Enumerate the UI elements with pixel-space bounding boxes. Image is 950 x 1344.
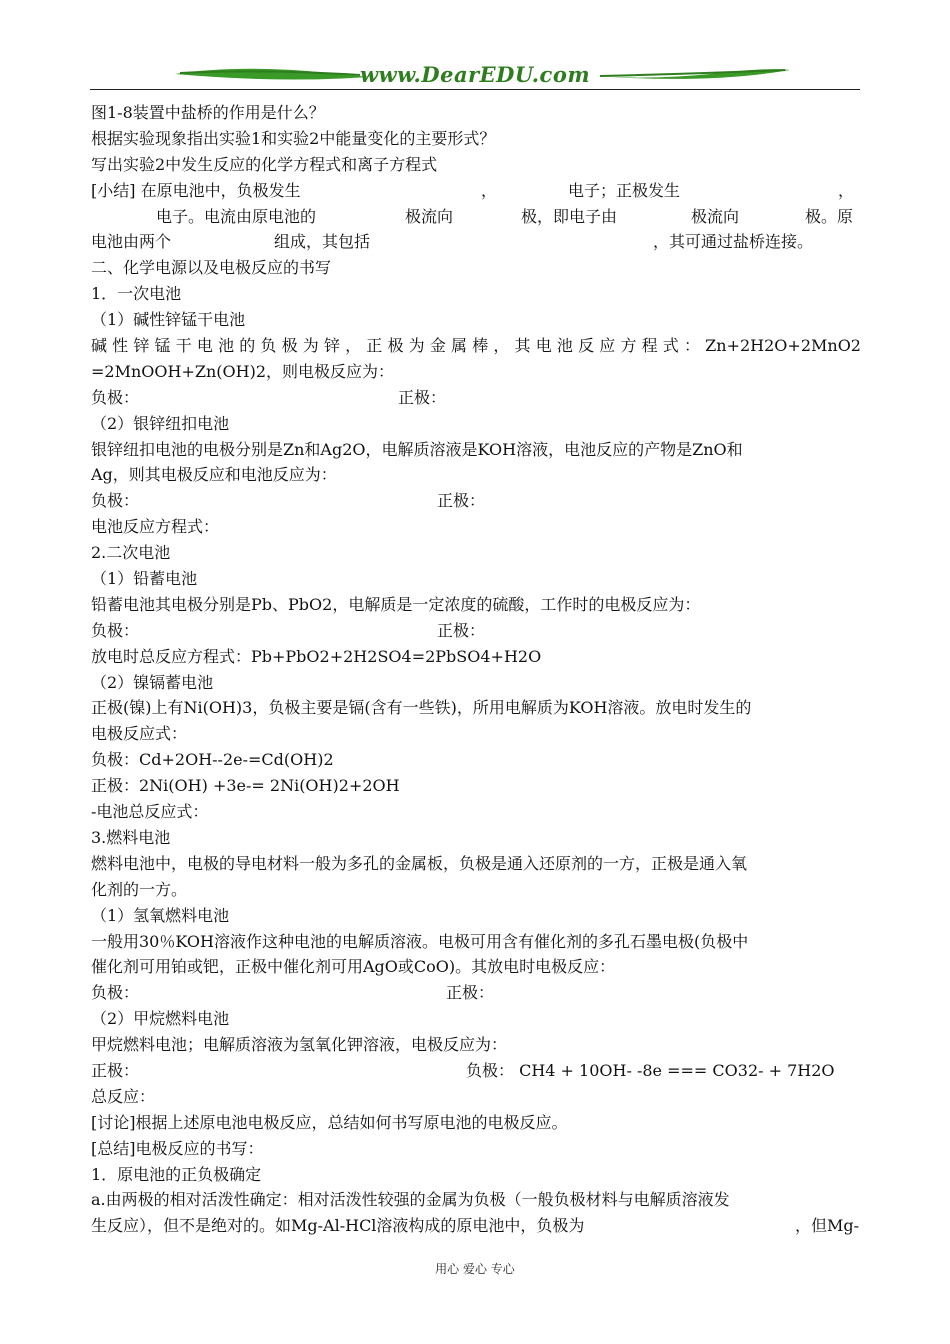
page-footer: 用心 爱心 专心 [435, 1262, 515, 1276]
line-text: 极流向 [405, 206, 454, 226]
text-line [91, 721, 861, 747]
text-line [91, 152, 861, 178]
line-text: （1）铅蓄电池 [91, 569, 198, 589]
text-line [91, 980, 861, 1006]
text-line [91, 747, 861, 773]
text-line [91, 877, 861, 903]
line-text: 电池反应方程式： [91, 517, 220, 537]
text-line [91, 437, 861, 463]
line-text: ，其可通过盐桥连接。 [653, 232, 814, 252]
line-text: 生反应），但不是绝对的。如Mg-Al-HCl溶液构成的原电池中，负极为 [91, 1216, 585, 1236]
header-rule [90, 89, 860, 90]
line-text: 电子；正极发生 [568, 180, 681, 200]
text-line [91, 903, 861, 929]
text-line [91, 281, 861, 307]
document-body [91, 100, 861, 1239]
line-text: 化剂的一方。 [91, 879, 188, 899]
line-text: （2）镍镉蓄电池 [91, 672, 214, 692]
section-heading [91, 255, 861, 281]
line-text: 一般用30％KOH溶液作这种电池的电解质溶液。电极可用含有催化剂的多孔石墨电极(负极中 [91, 931, 749, 951]
line-text: 图1-8装置中盐桥的作用是什么？ [91, 103, 325, 122]
line-text: [总结]电极反应的书写： [91, 1138, 264, 1158]
site-logo-text[interactable]: www.DearEDU.com [359, 62, 591, 87]
text-line [91, 670, 861, 696]
text-line [91, 100, 861, 126]
line-text: 根据实验现象指出实验1和实验2中能量变化的主要形式？ [91, 128, 496, 148]
line-text: 正极(镍)上有Ni(OH)3，负极主要是镉(含有一些铁)，所用电解质为KOH溶液。放电时发生的 [91, 698, 752, 718]
text-line [91, 566, 861, 592]
line-text: （1）氢氧燃料电池 [91, 905, 230, 925]
line-text: ， [481, 180, 498, 200]
line-text: Ag，则其电极反应和电池反应为： [91, 465, 337, 485]
text-line [91, 229, 861, 255]
line-text: 二、化学电源以及电极反应的书写 [91, 258, 332, 278]
text-line [91, 1006, 861, 1032]
text-line [91, 1110, 861, 1136]
text-line [91, 592, 861, 618]
line-text: 组成，其包括 [274, 232, 371, 252]
line-text: 催化剂可用铂或钯，正极中催化剂可用AgO或CoO)。其放电时电极反应： [91, 957, 616, 977]
text-line [91, 1058, 861, 1084]
line-text: 正极： [437, 491, 486, 511]
line-text: ，但Mg- [795, 1216, 860, 1236]
line-text: ， [838, 180, 855, 200]
line-text: 甲烷燃料电池；电解质溶液为氢氧化钾溶液，电极反应为： [91, 1035, 508, 1055]
line-text: 放电时总反应方程式：Pb+PbO2+2H2SO4=2PbSO4+H2O [91, 646, 542, 666]
line-text: 负极： [91, 491, 140, 511]
line-text: 2.二次电池 [91, 543, 171, 563]
text-line [91, 540, 861, 566]
text-line [91, 773, 861, 799]
line-text: 负极： [91, 620, 140, 640]
text-line [91, 488, 861, 514]
line-text: 负极：Cd+2OH--2e-=Cd(OH)2 [91, 750, 334, 770]
line-text: 银锌纽扣电池的电极分别是Zn和Ag2O，电解质溶液是KOH溶液，电池反应的产物是ZnO和 [91, 439, 743, 459]
text-line [91, 385, 861, 411]
line-text: 正极： [446, 983, 495, 1003]
line-text: 极。原 [805, 206, 854, 226]
text-line [91, 204, 861, 230]
line-text: 碱性锌锰干电池的负极为锌，正极为金属棒，其电池反应方程式：Zn+2H2O+2MnO2 [91, 336, 861, 356]
text-line [91, 618, 861, 644]
line-text: 负极： [91, 387, 140, 407]
line-text: 3.燃料电池 [91, 827, 171, 847]
line-text: 1．一次电池 [91, 284, 182, 304]
line-text: 负极： CH4 + 10OH- -8e === CO32- + 7H2O [466, 1060, 835, 1080]
line-text: 电池由两个 [91, 232, 172, 252]
text-line [91, 1162, 861, 1188]
line-text: 铅蓄电池其电极分别是Pb、PbO2，电解质是一定浓度的硫酸，工作时的电极反应为： [91, 594, 701, 614]
line-text: [小结] 在原电池中，负极发生 [91, 180, 301, 200]
text-line [91, 307, 861, 333]
line-text: a.由两极的相对活泼性确定：相对活泼性较强的金属为负极（一般负极材料与电解质溶液发 [91, 1190, 730, 1210]
site-header [90, 60, 860, 90]
text-line [91, 178, 861, 204]
line-text: 负极： [91, 983, 140, 1003]
text-line [91, 929, 861, 955]
line-text: 极流向 [691, 206, 740, 226]
line-text: （1）碱性锌锰干电池 [91, 310, 246, 330]
line-text: [讨论]根据上述原电池电极反应，总结如何书写原电池的电极反应。 [91, 1112, 568, 1132]
text-line [91, 1213, 861, 1239]
text-line [91, 1187, 861, 1213]
text-line [91, 825, 861, 851]
line-text: （2）银锌纽扣电池 [91, 413, 230, 433]
line-text: 正极： [398, 387, 447, 407]
text-line [91, 1032, 861, 1058]
text-line [91, 954, 861, 980]
text-line [91, 514, 861, 540]
text-line [91, 359, 861, 385]
line-text: 正极： [91, 1060, 140, 1080]
line-text: 燃料电池中，电极的导电材料一般为多孔的金属板，负极是通入还原剂的一方，正极是通入氧 [91, 853, 748, 873]
text-line [91, 695, 861, 721]
text-line [91, 1084, 861, 1110]
line-text: 电极反应式： [91, 724, 188, 744]
line-text: （2）甲烷燃料电池 [91, 1009, 230, 1029]
text-line [91, 799, 861, 825]
line-text: =2MnOOH+Zn(OH)2，则电极反应为： [91, 361, 395, 381]
text-line [91, 1136, 861, 1162]
text-line [91, 126, 861, 152]
text-line [91, 462, 861, 488]
text-line [91, 851, 861, 877]
line-text: 1．原电池的正负极确定 [91, 1164, 262, 1184]
line-text: 总反应： [91, 1086, 156, 1106]
line-text: 正极：2Ni(OH) +3e-= 2Ni(OH)2+2OH [91, 776, 400, 796]
line-text: 电子。电流由原电池的 [156, 206, 317, 226]
line-text: 正极： [437, 620, 486, 640]
text-line [91, 411, 861, 437]
line-text: 极，即电子由 [521, 206, 618, 226]
text-line [91, 333, 861, 359]
text-line [91, 644, 861, 670]
line-text: 写出实验2中发生反应的化学方程式和离子方程式 [91, 154, 438, 174]
line-text: -电池总反应式： [91, 802, 209, 822]
